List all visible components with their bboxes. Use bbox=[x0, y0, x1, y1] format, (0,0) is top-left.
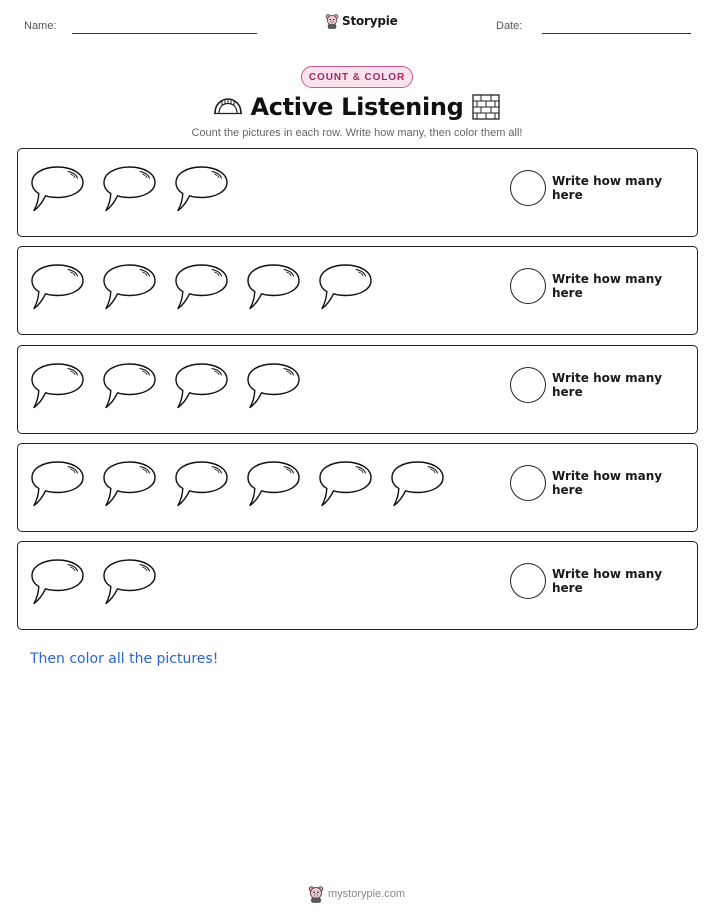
speech-bubble-icon bbox=[30, 164, 85, 214]
answer-area bbox=[510, 563, 697, 599]
activity-badge: COUNT & COLOR bbox=[301, 66, 413, 88]
brand-name: Storypie bbox=[342, 14, 398, 28]
answer-area bbox=[510, 465, 697, 501]
speech-bubble-icon bbox=[30, 262, 85, 312]
name-label: Name: bbox=[24, 20, 57, 32]
answer-area bbox=[510, 268, 697, 304]
counting-row bbox=[17, 148, 698, 237]
speech-bubble-icon bbox=[102, 262, 157, 312]
instructions: Count the pictures in each row. Write how many, then color them all! bbox=[191, 127, 523, 139]
speech-bubble-icon bbox=[246, 459, 301, 509]
speech-bubble-icon bbox=[174, 164, 229, 214]
answer-prompt: Write how many here bbox=[551, 370, 663, 399]
speech-bubble-icon bbox=[102, 164, 157, 214]
answer-prompt: Write how many here bbox=[551, 174, 663, 202]
worksheet-header bbox=[0, 0, 714, 60]
answer-circle[interactable] bbox=[510, 465, 546, 501]
speech-bubble-icon bbox=[102, 459, 157, 509]
brick-wall-icon bbox=[472, 94, 500, 120]
footer-note: Then color all the pictures! bbox=[30, 651, 219, 667]
speech-bubble-icon bbox=[174, 459, 229, 509]
title-row bbox=[0, 93, 714, 125]
answer-circle[interactable] bbox=[510, 563, 546, 599]
answer-area bbox=[510, 367, 697, 403]
brand-logo bbox=[325, 13, 398, 29]
counting-row bbox=[17, 246, 698, 335]
answer-area bbox=[510, 170, 697, 206]
speech-bubble-icon bbox=[318, 459, 373, 509]
counting-row bbox=[17, 345, 698, 434]
answer-circle[interactable] bbox=[510, 268, 546, 304]
speech-bubble-icon bbox=[30, 361, 85, 411]
answer-prompt: Write how many here bbox=[551, 567, 663, 596]
counting-rows bbox=[17, 148, 698, 639]
speech-bubble-icon bbox=[246, 262, 301, 312]
name-field-line bbox=[72, 33, 257, 34]
worksheet-title: Active Listening bbox=[250, 93, 464, 121]
picture-group bbox=[30, 459, 445, 509]
speech-bubble-icon bbox=[246, 361, 301, 411]
speech-bubble-icon bbox=[174, 262, 229, 312]
speech-bubble-icon bbox=[102, 361, 157, 411]
speech-bubble-icon bbox=[174, 361, 229, 411]
footer bbox=[308, 885, 405, 903]
date-label: Date: bbox=[496, 20, 523, 32]
speech-bubble-icon bbox=[102, 557, 157, 607]
date-field-line bbox=[542, 33, 691, 34]
footer-url: mystorypie.com bbox=[328, 888, 406, 900]
picture-group bbox=[30, 164, 229, 214]
bear-mascot-icon bbox=[308, 885, 324, 903]
counting-row bbox=[17, 541, 698, 630]
bear-mascot-icon bbox=[325, 13, 339, 29]
picture-group bbox=[30, 262, 373, 312]
speech-bubble-icon bbox=[318, 262, 373, 312]
picture-group bbox=[30, 361, 301, 411]
speech-bubble-icon bbox=[30, 459, 85, 509]
answer-circle[interactable] bbox=[510, 170, 546, 206]
answer-prompt: Write how many here bbox=[551, 272, 663, 301]
answer-prompt: Write how many here bbox=[551, 468, 663, 497]
picture-group bbox=[30, 557, 157, 607]
speech-bubble-icon bbox=[390, 459, 445, 509]
counting-row bbox=[17, 443, 698, 532]
answer-circle[interactable] bbox=[510, 367, 546, 403]
speech-bubble-icon bbox=[30, 557, 85, 607]
